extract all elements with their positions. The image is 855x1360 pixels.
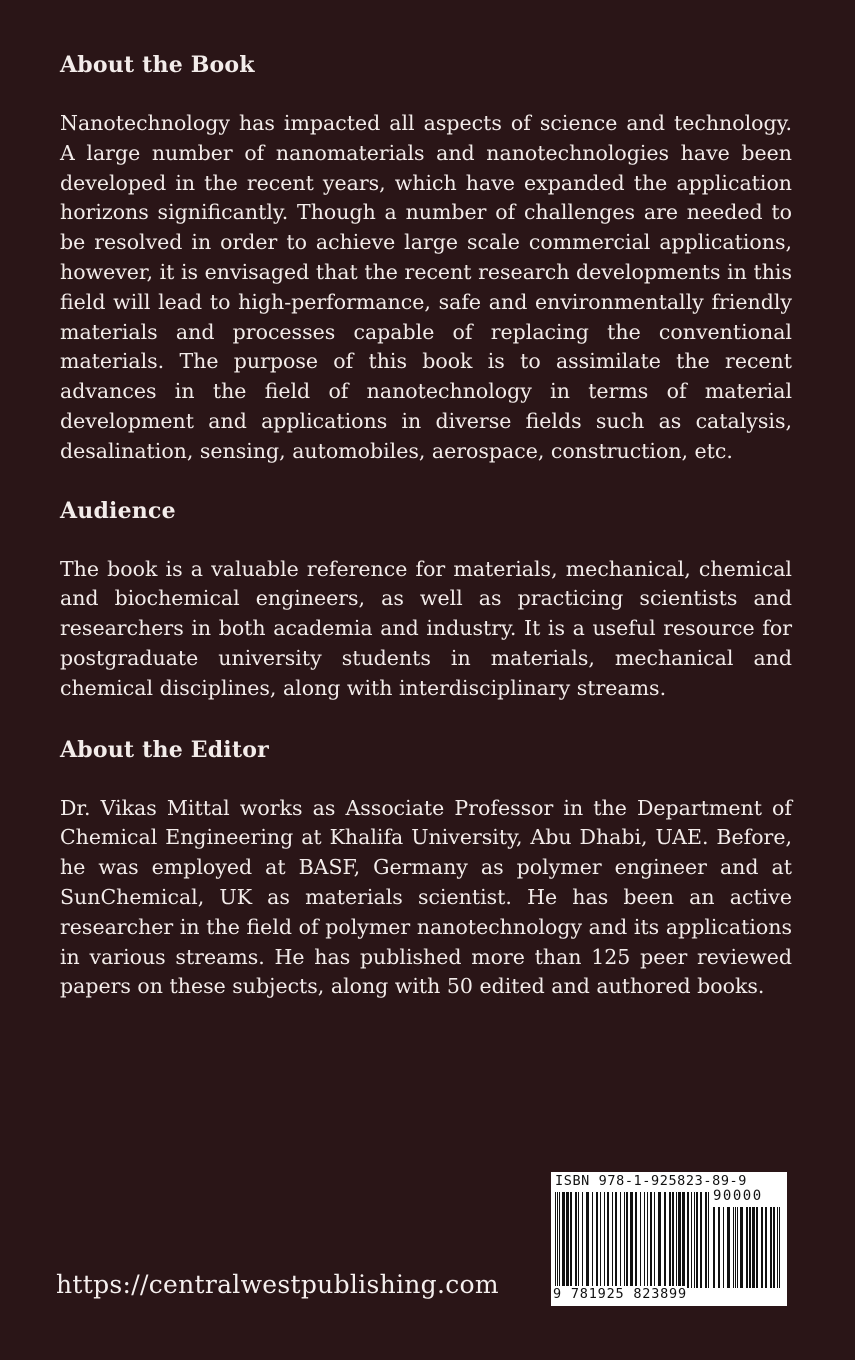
barcode-bar — [612, 1192, 613, 1288]
barcode-bar — [566, 1192, 569, 1288]
barcode-bar — [604, 1192, 605, 1288]
barcode-bar — [559, 1192, 560, 1288]
barcode-bar — [773, 1207, 775, 1288]
barcode-bar — [592, 1192, 593, 1288]
barcode-bar — [676, 1192, 677, 1288]
barcode-bar — [600, 1192, 601, 1288]
barcode-bar — [765, 1207, 767, 1288]
barcode-bar — [647, 1192, 648, 1288]
barcode-bar — [691, 1192, 692, 1288]
barcode-bar — [664, 1192, 666, 1288]
barcode-bar — [586, 1192, 589, 1288]
barcode-bar — [615, 1192, 617, 1288]
isbn-barcode — [551, 1172, 787, 1306]
barcode-bar — [696, 1192, 698, 1288]
barcode-bar — [723, 1207, 724, 1288]
isbn-label: ISBN 978-1-925823-89-9 — [555, 1173, 748, 1189]
barcode-bar — [669, 1192, 671, 1288]
barcode-bar — [570, 1192, 572, 1288]
barcode-bar — [682, 1192, 685, 1288]
barcode-bar — [713, 1207, 715, 1288]
back-cover-text — [60, 50, 792, 1002]
ean-barcode-bars — [555, 1192, 709, 1288]
addon-barcode-bars — [713, 1207, 781, 1288]
barcode-bar — [607, 1192, 609, 1288]
barcode-bar — [620, 1192, 621, 1288]
barcode-bar — [756, 1207, 758, 1288]
barcode-bar — [779, 1207, 780, 1288]
barcode-bar — [624, 1192, 625, 1288]
barcode-bar — [735, 1207, 736, 1288]
barcode-bar — [749, 1207, 751, 1288]
barcode-bar — [575, 1192, 577, 1288]
barcode-bar — [770, 1207, 772, 1288]
about-editor-paragraph: Dr. Vikas Mittal works as Associate Professor in the Department of Chemical Engineering at Khalifa University, Abu Dhabi, UAE. Before, he was employed at BASF, Germany as polymer engineer and at SunChemical, UK as materials scientist. He has been an active researcher in the field of polymer nanotechnology and its applications in various streams. He has published more than 125 peer reviewed papers on these subjects, along with 50 edited and authored books. — [60, 795, 792, 999]
about-book-paragraph: Nanotechnology has impacted all aspects of science and technology. A large number of nanomaterials and nanotechnologies have been developed in the recent years, which have expanded the application horizons significantly. Though a number of challenges are needed to be resolved in order to achieve large scale commercial applications, however, it is envisaged that the recent research developments in this field will lead to high-performance, safe and environmentally friendly materials and processes capable of replacing the conventional materials. The purpose of this book is to assimilate the recent advances in the field of nanotechnology in terms of material development and applications in diverse fields such as catalysis, desalination, sensing, automobiles, aerospace, construction, etc. — [60, 111, 792, 463]
barcode-bar — [555, 1192, 556, 1288]
barcode-bar — [557, 1192, 558, 1288]
barcode-bar — [740, 1207, 743, 1288]
barcode-bar — [727, 1207, 730, 1288]
barcode-bar — [640, 1192, 641, 1288]
barcode-bar — [746, 1207, 748, 1288]
barcode-bar — [737, 1207, 738, 1288]
about-book-heading: About the Book — [60, 52, 255, 78]
audience-paragraph: The book is a valuable reference for materials, mechanical, chemical and biochemical engineers, as well as practicing scientists and researchers in both academia and industry. It is a useful resource for postgraduate university students in materials, mechanical and chemical disciplines, along with interdisciplinary streams. — [60, 556, 792, 700]
barcode-bar — [718, 1207, 720, 1288]
barcode-bar — [733, 1207, 734, 1288]
barcode-bar — [777, 1207, 778, 1288]
barcode-bar — [635, 1192, 637, 1288]
barcode-bar — [654, 1192, 655, 1288]
barcode-bar — [626, 1192, 628, 1288]
barcode-bar — [761, 1207, 763, 1288]
barcode-bar — [562, 1192, 565, 1288]
barcode-bar — [694, 1192, 695, 1288]
barcode-bar — [672, 1192, 674, 1288]
barcode-bar — [687, 1192, 689, 1288]
barcode-bar — [678, 1192, 681, 1288]
barcode-bar — [630, 1192, 633, 1288]
ean-number: 9 781925 823899 — [553, 1286, 687, 1302]
barcode-bar — [658, 1192, 661, 1288]
barcode-bar — [700, 1192, 702, 1288]
barcode-bar — [705, 1192, 707, 1288]
barcode-bar — [650, 1192, 652, 1288]
barcode-bar — [644, 1192, 645, 1288]
publisher-url[interactable]: https://centralwestpublishing.com — [56, 1270, 499, 1299]
addon-number: 90000 — [713, 1188, 763, 1204]
barcode-bar — [578, 1192, 579, 1288]
audience-heading: Audience — [60, 497, 176, 524]
barcode-bar — [752, 1207, 755, 1288]
barcode-bar — [582, 1192, 583, 1288]
barcode-bar — [596, 1192, 598, 1288]
about-editor-heading: About the Editor — [60, 736, 269, 763]
barcode-bar — [708, 1192, 709, 1288]
